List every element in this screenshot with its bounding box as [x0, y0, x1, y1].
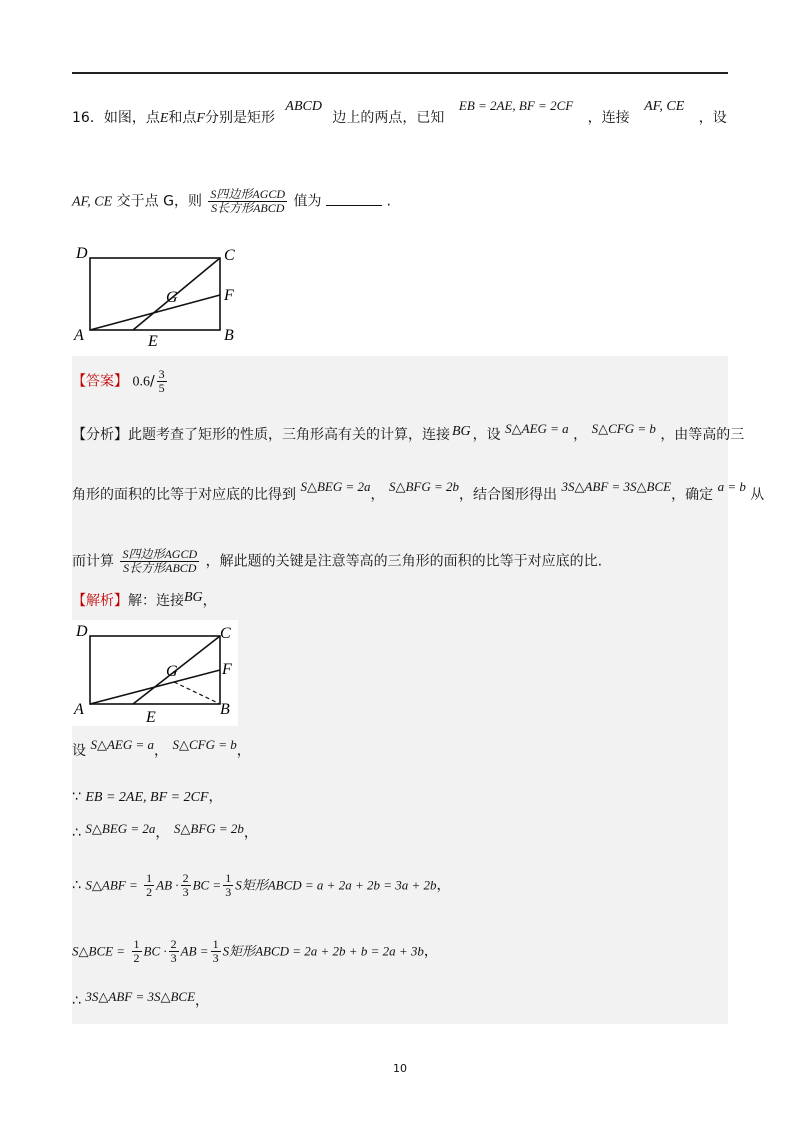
header-rule [72, 72, 728, 74]
fraction-denominator: 3 [212, 951, 219, 965]
analysis-tag: 【分析】 [72, 427, 128, 443]
analysis-text: 从 [750, 487, 765, 503]
fraction-numerator: 2 [182, 871, 189, 885]
solution-line-therefore-1: ∴ S△BEG = 2a， S△BFG = 2b， [72, 821, 258, 841]
label-e: E [146, 709, 156, 726]
question-text: ，连接 [587, 110, 630, 126]
solution-line-abf [72, 872, 451, 899]
label-e: E [148, 333, 158, 350]
segment-bg: BG [184, 590, 203, 605]
fraction-half [144, 872, 154, 899]
question-number: 16． [72, 110, 104, 126]
condition-formula: EB = 2AE, BF = 2CF [85, 790, 209, 805]
answer-tag: 【答案】 [72, 373, 128, 390]
fraction-numerator: 3 [158, 367, 165, 381]
analysis-text: ，由等高的三 [660, 427, 745, 443]
formula-text: S△ABF = [85, 877, 138, 893]
formula-s-aeg: S△AEG = a [90, 737, 154, 752]
condition-formula: EB = 2AE, BF = 2CF [458, 98, 574, 113]
solution-text: 设 [72, 743, 86, 759]
connect-lines: AF, CE [644, 99, 685, 114]
point-e: E [159, 111, 169, 126]
analysis-text: 此题考查了矩形的性质，三角形高有关的计算，连接 [128, 427, 450, 443]
fraction-numerator: 1 [225, 871, 232, 885]
formula-text: BC · [143, 943, 167, 959]
formula-area-relation: 3S△ABF = 3S△BCE [85, 989, 196, 1004]
question-line-2 [72, 188, 391, 215]
fraction-denominator: S长方形ABCD [123, 561, 197, 575]
solution-line-bce [72, 938, 438, 965]
label-d: D [76, 623, 88, 640]
formula-text: S矩形ABCD = a + 2a + 2b = 3a + 2b [235, 877, 437, 893]
label-f: F [222, 661, 232, 678]
formula-s-aeg: S△AEG = a [505, 421, 569, 436]
formula-s-beg: S△BEG = 2a [85, 821, 156, 836]
fraction-numerator: 1 [133, 937, 140, 951]
segment-bg: BG [452, 424, 471, 439]
solution-line-therefore-2 [72, 990, 209, 1012]
solution-text: ， [243, 825, 258, 841]
label-b: B [224, 327, 234, 344]
label-c: C [220, 625, 231, 642]
formula-text: BC = [192, 877, 222, 893]
formula-text: S△BCE = [72, 943, 126, 959]
fraction-two-thirds [181, 872, 191, 899]
fraction-one-third [223, 872, 233, 899]
therefore-symbol: ∴ [72, 877, 81, 894]
fraction-denominator: 2 [133, 951, 140, 965]
answer-blank [326, 193, 382, 206]
question-text: 如图，点 [103, 110, 160, 126]
fraction-denominator: 5 [158, 381, 165, 395]
page-number: 10 [393, 1062, 407, 1075]
analysis-line-3 [72, 548, 602, 575]
label-d: D [76, 245, 88, 262]
analysis-text: ，解此题的关键是注意等高的三角形的面积的比等于对应底的比. [205, 553, 603, 570]
label-f: F [224, 287, 234, 304]
formula-s-bfg: S△BFG = 2b [173, 821, 244, 836]
fraction-denominator: 2 [146, 885, 153, 899]
solution-text: ， [208, 789, 223, 805]
analysis-text: ，结合图形得出 [459, 487, 557, 503]
analysis-text: ， [573, 427, 588, 443]
fraction-numerator: 2 [170, 937, 177, 951]
solution-text: ， [195, 993, 210, 1009]
question-text: 和点 [168, 110, 197, 126]
solution-text: ， [236, 743, 251, 759]
answer-value: 0.6 [132, 374, 150, 390]
rectangle-figure-2 [70, 620, 238, 726]
solution-text: ， [423, 943, 438, 960]
solution-text: ， [202, 593, 217, 609]
rect-name: ABCD [285, 99, 322, 114]
label-g: G [166, 289, 178, 306]
fraction-half [132, 938, 142, 965]
question-line-1 [72, 98, 727, 129]
analysis-text: ， [370, 487, 385, 503]
analysis-text: ，设 [472, 427, 501, 443]
because-symbol: ∵ [72, 789, 81, 805]
fraction-denominator: 3 [170, 951, 177, 965]
formula-text: S矩形ABCD = 2a + 2b + b = 2a + 3b [222, 943, 424, 959]
formula-s-bfg: S△BFG = 2b [388, 479, 459, 494]
rectangle-figure-1 [70, 240, 250, 350]
label-g: G [166, 663, 178, 680]
analysis-text: ，确定 [671, 487, 714, 503]
point-f: F [196, 111, 205, 126]
analysis-line-1 [72, 421, 745, 447]
label-a: A [74, 701, 84, 718]
fraction-two-thirds [169, 938, 179, 965]
label-a: A [74, 327, 84, 344]
label-c: C [224, 247, 235, 264]
solution-tag: 【解析】 [72, 593, 128, 609]
solution-line-set: 设 S△AEG = a， S△CFG = b， [72, 737, 251, 759]
formula-s-beg: S△BEG = 2a [300, 479, 371, 494]
ratio-fraction [208, 188, 287, 215]
fraction-numerator: S四边形AGCD [122, 547, 198, 561]
answer-fraction [157, 368, 167, 395]
formula-s-cfg: S△CFG = b [172, 737, 237, 752]
formula-text: AB · [156, 877, 179, 893]
solution-line-because [72, 786, 222, 809]
analysis-text: 而计算 [72, 553, 114, 570]
answer-separator: / [149, 373, 155, 390]
formula-area-relation: 3S△ABF = 3S△BCE [561, 479, 672, 494]
solution-text: 解：连接 [128, 593, 184, 609]
question-text: 交于点 G，则 [116, 193, 202, 210]
formula-s-cfg: S△CFG = b [591, 421, 656, 436]
fraction-one-third [211, 938, 221, 965]
analysis-text: 角形的面积的比等于对应底的比得到 [72, 487, 296, 503]
formula-a-equals-b: a = b [717, 479, 746, 494]
fraction-numerator: S四边形AGCD [210, 187, 286, 201]
question-text: 边上的两点，已知 [332, 110, 445, 126]
therefore-symbol: ∴ [72, 993, 81, 1009]
question-text: 分别是矩形 [204, 110, 275, 126]
solution-intro [72, 590, 217, 613]
formula-text: AB = [180, 943, 209, 959]
answer-row [72, 368, 169, 395]
fraction-numerator: 1 [146, 871, 153, 885]
fraction-denominator: 3 [225, 885, 232, 899]
fraction-numerator: 1 [212, 937, 219, 951]
therefore-symbol: ∴ [72, 825, 81, 841]
intersect-lines: AF, CE [72, 194, 113, 210]
fraction-denominator: S长方形ABCD [211, 201, 285, 215]
analysis-line-2 [72, 479, 765, 506]
question-text: . [386, 193, 391, 210]
ratio-fraction [120, 548, 199, 575]
solution-text: ， [436, 877, 451, 894]
label-b: B [220, 701, 230, 718]
question-text: ，设 [698, 110, 727, 126]
question-text: 值为 [293, 193, 322, 210]
fraction-denominator: 3 [182, 885, 189, 899]
